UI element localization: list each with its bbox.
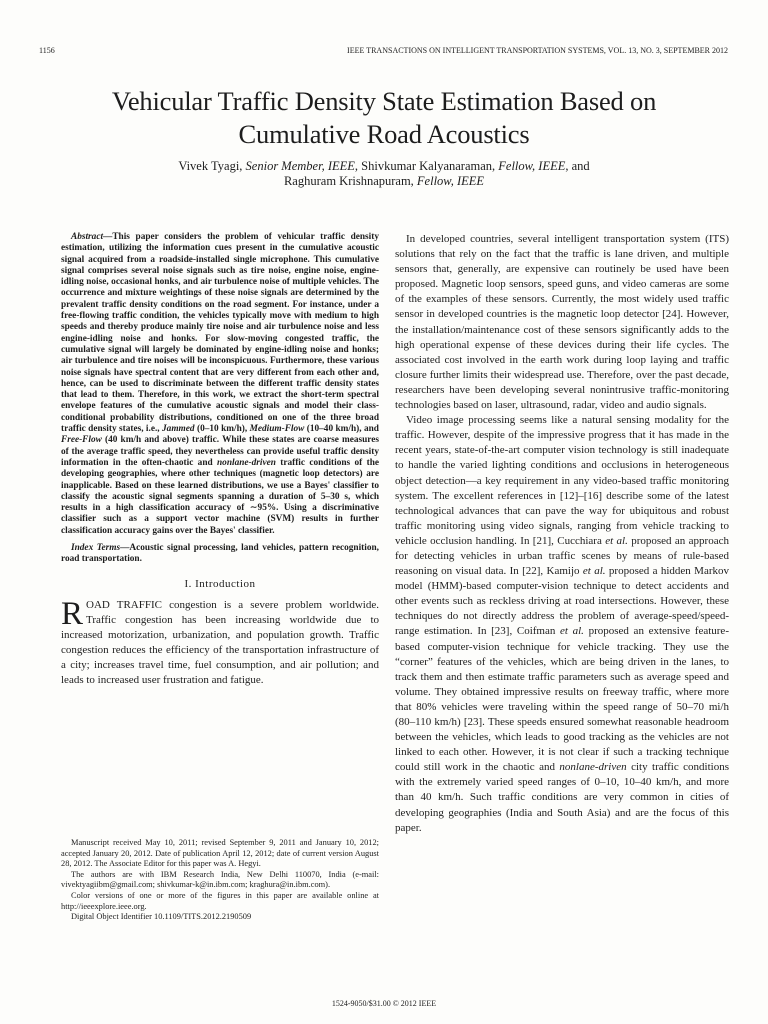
page-number: 1156 [39,46,55,55]
section-heading: I. Introduction [184,577,256,590]
abstract-text-5: traffic conditions of the developing geographies, where other techniques (magnetic loop detectors) are inapplicable. Based on these learned distributions, we use a Bayes' classifier to classify the acoustic signal segments spanning a duration of 5–30 s, which results in a high classification accuracy of ∼95%. Using a discriminative classifier such as a support vector machine (SVM) results in further classification accuracy gains over the Bayes' classifier. [61,457,379,536]
title-line-2: Cumulative Road Acoustics [238,119,530,149]
footnote-doi: Digital Object Identifier 10.1109/TITS.2012.2190509 [71,912,252,922]
abstract-free-flow: Free-Flow [61,435,102,446]
footnote-manuscript: Manuscript received May 10, 2011; revised September 9, 2011 and January 10, 2012; accepted January 20, 2012. Date of publication April 12, 2012; date of current version August 28, 2012. The Associate Editor for this paper was A. Hegyi. [61,838,379,869]
issn-footer: 1524-9050/$31.00 © 2012 IEEE [331,999,437,1008]
author-2-name: , Shivkumar Kalyanaraman, [354,159,499,173]
author-3-name: Raghuram Krishnapuram, [283,174,417,188]
right-column [395,232,729,836]
footnote-affiliation: The authors are with IBM Research India, New Delhi 110070, India (e-mail: vivektyagiibm@gmail.com; shivkumar-k@in.ibm.com; kraghura@in.ibm.com). [61,869,379,890]
title-line-1: Vehicular Traffic Density State Estimation Based on [111,86,657,116]
rp2-a: Video image processing seems like a natural sensing modality for the traffic. However, despite of the impressive progress that it has made in the recent years, state-of-the-art computer vision technology is still inadequate to handle the varied lighting conditions and occlusions in heterogeneous object detection—a key requirement in any video-based traffic monitoring system. The excellent references in [12]–[16] describe some of the latest technological advances that can pave the way for ubiquitous and robust traffic monitoring using video signals, ranging from vehicle tracking to vehicle occlusion handling. In [21], Cucchiara [395,414,729,547]
author-1-name: Vivek Tyagi, [178,159,246,173]
author-list [40,159,728,189]
running-header: IEEE TRANSACTIONS ON INTELLIGENT TRANSPORTATION SYSTEMS, VOL. 13, NO. 3, SEPTEMBER 2012 [347,46,728,55]
index-terms [61,543,379,566]
rp2-nonlane: nonlane-driven [559,761,627,774]
author-1-role: Senior Member, IEEE [245,159,355,173]
abstract-text-2: (0–10 km/h), [194,424,250,435]
drop-cap: R [61,595,84,632]
abstract [61,232,379,537]
abstract-text-4: (40 km/h and above) traffic. While these states are coarse measures of the average traffic speed, they nevertheless can provide useful traffic density information in the often-chaotic and [61,435,379,468]
rp2-c: proposed a hidden Markov model (HMM)-based computer-vision technique to detect accidents and other events such as reckless driving at road intersections. However, these techniques do not directly address the problem of average-speed/speed-range estimation. In [23], Coifman [395,565,729,638]
footnote-color: Color versions of one or more of the figures in this paper are available online at http://ieeexplore.ieee.org. [61,890,379,911]
intro-text: congestion is a severe problem worldwide. Traffic congestion has been increasing worldwide due to increased motorization, urbanization, and population growth. Traffic congestion reduces the efficiency of the transportation infrastructure of a city; increases travel time, fuel consumption, and air pollution; and leads to increased user frustration and fatigue. [61,598,379,687]
abstract-text-1: —This paper considers the problem of vehicular traffic density estimation, utilizing the information cues present in the cumulative acoustic signal acquired from a roadside-installed single microphone. This cumulative signal comprises several noise signals such as tire noise, engine noise, engine-idling noise, occasional honks, and air turbulence noise of multiple vehicles. The occurrence and mixture weightings of these noise signals are determined by the prevalent traffic density conditions on the road segment. For instance, under a free-flowing traffic condition, the vehicles typically move with medium to high speeds and thereby produce mainly tire noise and air turbulence noise and less engine-idling noise and honks. For slow-moving congested traffic, the cumulative signal will largely be dominated by engine-idling noise and honks; air turbulence and tire noises will be inconspicuous. Furthermore, these various noise signals have spectral content that are very different from each other and, hence, can be used to discriminate between the different traffic density states that lead to them. Therefore, in this work, we extract the short-term spectral envelope features of the cumulative acoustic signals and model their class-conditional probability distributions, conditioned on one of the three broad traffic density states, i.e., [61,232,379,435]
rp2-b: proposed an approach for detecting vehicles in urban traffic scenes by means of rule-based reasoning on visual data. In [22], Kamijo [395,534,729,578]
author-line-1 [40,159,728,174]
intro-paragraph [61,595,379,689]
rp2-etal-3: et al. [560,625,584,638]
footnotes [61,838,379,923]
rp2-e: city traffic conditions with the extremely varied speed ranges of 0–10, 10–40 km/h, and more than 40 km/h. Such traffic conditions are very common in cities of developing geographies (India and South Asia) and are the focus of this paper. [395,761,730,834]
rp2-etal-2: et al. [582,565,606,578]
abstract-nonlane: nonlane-driven [217,457,276,468]
author-and: , and [565,159,590,173]
author-2-role: Fellow, IEEE [498,159,566,173]
intro-caps: OAD TRAFFIC [86,598,162,611]
abstract-text-3: (10–40 km/h), and [304,424,379,435]
abstract-medium-flow: Medium-Flow [249,424,305,435]
author-3-role: Fellow, IEEE [416,174,485,188]
abstract-lead: Abstract [71,232,104,242]
right-paragraph-2 [395,413,729,836]
rp2-etal-1: et al. [605,534,628,547]
abstract-jammed: Jammed [162,424,195,435]
left-column [61,232,379,688]
paper-title [40,85,728,151]
index-terms-lead: Index Terms [71,543,121,554]
index-terms-text: —Acoustic signal processing, land vehicles, pattern recognition, road transportation. [61,543,379,565]
right-paragraph-1: In developed countries, several intelligent transportation system (ITS) solutions that rely on the fact that the traffic is lane driven, and multiple sensors that, generally, are expensive can routinely be used have been proposed. Magnetic loop sensors, speed guns, and video cameras are some of the examples of these sensors. Currently, the most widely used traffic sensor in developed countries is the magnetic loop detector [24]. However, the installation/maintenance cost of these sensors significantly adds to the high operational expense of these devices during their life cycles. The associated cost involved in the earth work during loop laying and traffic closure further limits their widespread use. Therefore, over the past decade, researchers have been developing several nonintrusive traffic-monitoring technologies based on laser, ultrasound, radar, video and audio signals. [395,233,729,412]
rp2-d: proposed an extensive feature-based computer-vision technique for vehicle tracking. They use the “corner” features of the vehicles, which are being driven in the lanes, to track them and then estimate traffic parameters such as average speed and volume. They obtained impressive results on freeway traffic, where more that 80% vehicles were traveling within the speed range of 50–70 mi/h (80–110 km/h) [23]. These speeds ensured somewhat reasonable headroom between the vehicles, which leads to good tracking as the vehicles are not linked to each other. However, it is not clear if such a tracking technique could still work in the chaotic and [395,625,729,774]
author-line-2 [40,174,728,189]
